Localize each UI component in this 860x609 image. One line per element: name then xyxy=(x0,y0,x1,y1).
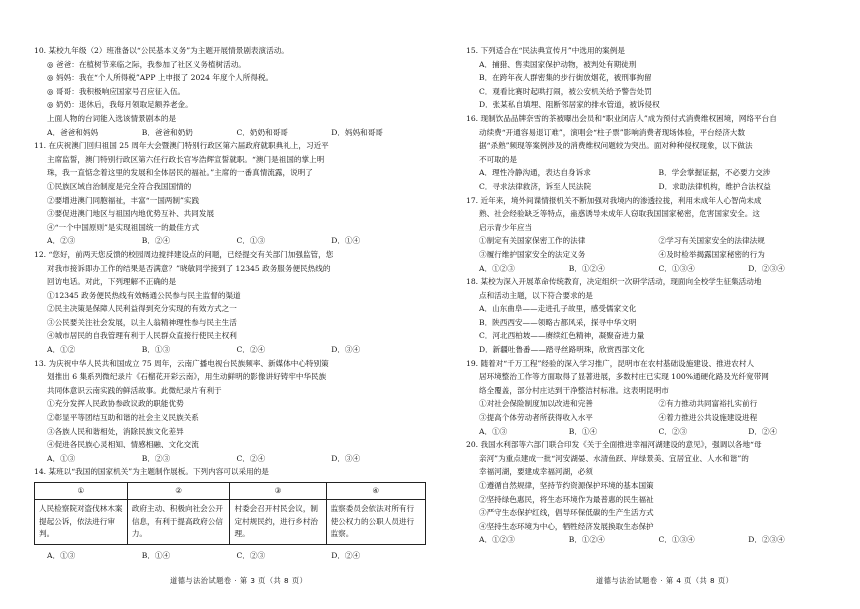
question-stem: 18. 某校为深入开展革命传统教育，决定组织一次研学活动，现面向全校学生征集活动地 xyxy=(466,277,762,287)
table-cell: 人民检察院对盗伐林木案提起公诉，依法进行审判。 xyxy=(35,500,128,545)
option-c: C．②③ xyxy=(236,550,266,560)
page-4-column xyxy=(466,44,838,547)
statement-row xyxy=(479,234,838,248)
dialogue-line: ◎ 哥哥：我积极响应国家号召应征入伍。 xyxy=(47,86,186,96)
answer-options xyxy=(466,425,838,439)
option-b: B．①②④ xyxy=(568,535,605,545)
option-d: D．张某私自填埋、阻断邻居家的排水管道，被诉侵权 xyxy=(479,100,660,110)
option-c: C．奶奶和哥哥 xyxy=(236,127,288,137)
stem-line: 共同体意识云南实践的鲜活故事。此微纪录片有利于 xyxy=(47,385,222,395)
statement-row xyxy=(479,397,838,411)
answer-options xyxy=(34,452,426,466)
question-stem: 10. 某校九年级（2）班准备以“公民基本义务”为主题开展情景剧表演活动。 xyxy=(34,46,289,55)
statement-1: ①遵循自然规律，坚持节约资源保护环境的基本国策 xyxy=(479,481,654,490)
statement-4: ④促进各民族心灵相知、情感相融、文化交流 xyxy=(47,440,199,450)
question-stem: 12. “您好，前两天您反馈的校园周边搅拌建设点的问题，已经提交有关部门加强监管，您 xyxy=(34,249,334,259)
question-stem: 15. 下列适合在“民法典宣传月”中选用的案例是 xyxy=(466,46,625,55)
table-header: ① xyxy=(35,483,128,500)
stem-line: 动续费“开通容易退订难”，演唱会“柱子票”影响消费者现场体验，平台经济大数 xyxy=(479,127,746,137)
statement-1: ①对社会保险制度加以改进和完善 xyxy=(479,399,593,409)
question-stem: 13. 为庆祝中华人民共和国成立 75 周年，云南广播电视台民族频率、新媒体中心特别策 xyxy=(34,358,329,368)
question-stem: 17. 近年来，境外间谍情报机关不断加强对我境内的渗透拉拢，利用未成年人心智尚未成 xyxy=(466,195,762,205)
statement-row xyxy=(479,248,838,262)
question-20 xyxy=(466,438,838,547)
statement-2: ②要增进澳门同胞福祉，丰富“一国两制”实践 xyxy=(47,195,200,205)
page-3-column xyxy=(34,44,426,562)
dialogue-line: ◎ 奶奶：退休后，我每月领取足额养老金。 xyxy=(47,100,193,110)
stem-line: 划推出 6 集系列微纪录片《石榴花开彩云南》，用生动鲜明的影像讲好铸牢中华民族 xyxy=(47,372,327,382)
table-header: ④ xyxy=(326,483,425,500)
option-c: C．②④ xyxy=(236,345,266,355)
option-a: A．山东曲阜——走进孔子故里，感受儒家文化 xyxy=(479,304,637,314)
option-d: D．③④ xyxy=(331,345,361,355)
option-b: B．②③ xyxy=(141,453,171,463)
option-d: D．新疆吐鲁番——踏寻丝路明珠，欣赏西部文化 xyxy=(479,345,645,355)
option-a: A．理性冷静沟通，表达自身诉求 xyxy=(479,168,591,178)
question-19 xyxy=(466,357,838,439)
option-b: B．学会掌握证据，不必要力交涉 xyxy=(658,168,771,178)
stem-line: 点和活动主题，以下符合要求的是 xyxy=(479,290,593,300)
stem-line: 居环境整治工作等方面取得了显著进展，多数村庄已实现 100%通硬化路及光纤宽带网 xyxy=(479,372,769,382)
question-prompt: 上面人物的台词能入选该情景剧本的是 xyxy=(47,113,177,123)
option-d: D．②④ xyxy=(748,426,778,436)
answer-options xyxy=(466,262,838,276)
stem-line: 据“杀熟”频现等案例涉及的消费维权问题较为突出。面对种种侵权现象，以下做法 xyxy=(479,141,753,151)
table-cell: 村委会召开村民会议，制定村规民约，进行乡村治理。 xyxy=(230,500,326,545)
option-b: B．①③ xyxy=(141,345,171,355)
option-c: C．①③ xyxy=(236,236,266,246)
dialogue-line: ◎ 爸爸：在植树节来临之际，我参加了社区义务植树活动。 xyxy=(47,59,246,69)
table-cell: 监察委员会依法对所有行使公权力的公职人员进行监察。 xyxy=(326,500,425,545)
answer-options xyxy=(34,126,426,140)
display-board-table xyxy=(34,482,426,545)
stem-line: 对我市接诉即办工作的结果是否满意？”晓敏同学接到了 12345 政务服务便民热线的 xyxy=(47,263,331,273)
option-d: D．求助法律机构，维护合法权益 xyxy=(658,181,771,191)
stem-line: 主席监誓，澳门特别行政区第六任行政长官岑浩辉宣誓就职。“澳门是祖国的掌上明 xyxy=(47,154,325,164)
statement-1: ①充分发挥人民政协参政议政的职能优势 xyxy=(47,399,184,409)
statement-4: ④“一个中国原则”是实现祖国统一的最佳方式 xyxy=(47,222,200,232)
stem-line: 启示青少年应当 xyxy=(479,222,533,232)
option-b: B．①④ xyxy=(568,426,598,436)
option-c: C．②④ xyxy=(236,453,266,463)
option-b: B．①④ xyxy=(141,550,171,560)
question-stem: 14. 某班以“我国的国家机关”为主题制作展板。下列内容可以采用的是 xyxy=(34,467,269,477)
question-10 xyxy=(34,44,426,139)
option-a: A．①②③ xyxy=(479,263,515,273)
stem-line: 亲河”为重点建成一批“河安湖晏、水清鱼跃、岸绿景美、宜居宜业、人水和谐”的 xyxy=(479,453,749,463)
statement-row xyxy=(479,411,838,425)
statement-1: ①制定有关国家保密工作的法律 xyxy=(479,236,586,246)
option-b: B．①②④ xyxy=(568,263,605,273)
stem-line: 珠，我一直惦念着这里的发展和全体居民的福祉。”主席的一番真情流露，说明了 xyxy=(47,168,313,178)
question-stem: 16. 现制饮品品牌奈雪的茶被曝出会员和“职业闭店人”成为预付式消费维权困境，网络平台自 xyxy=(466,113,777,123)
question-stem: 20. 我国水利部等六部门联合印发《关于全面推进幸福河湖建设的意见》，强调以各地“母 xyxy=(466,440,762,450)
option-c: C．②③ xyxy=(658,426,688,436)
option-c: C．①③④ xyxy=(658,535,695,545)
page-footer-3: 道德与法治试题卷 · 第 3 页（共 8 页） xyxy=(170,576,308,585)
dialogue-line: ◎ 妈妈：我在“个人所得税”APP 上申报了 2024 年度个人所得税。 xyxy=(47,73,274,83)
option-c: C．河北西柏坡——赓续红色精神，凝聚奋进力量 xyxy=(479,331,645,341)
option-d: D．③④ xyxy=(331,453,361,463)
statement-4: ④着力推进公共设施建设进程 xyxy=(658,413,758,423)
option-d: D．②③④ xyxy=(748,263,785,273)
statement-3: ③提高个体劳动者所获得收入水平 xyxy=(479,413,593,423)
answer-options xyxy=(466,533,838,547)
option-b: B．②④ xyxy=(141,236,171,246)
answer-options-row xyxy=(479,180,838,194)
question-17 xyxy=(466,194,838,276)
statement-4: ④坚持生态环境为中心，牺牲经济发展换取生态保护 xyxy=(479,521,654,531)
table-header: ③ xyxy=(230,483,326,500)
statement-3: ③严守生态保护红线，倡导环保低碳的生产生活方式 xyxy=(479,508,654,518)
answer-options xyxy=(34,343,426,357)
option-a: A．②③ xyxy=(47,236,76,246)
stem-line: 熟、社会经验缺乏等特点，蛊惑诱导未成年人窃取我国国家秘密，危害国家安全。这 xyxy=(479,209,760,219)
question-11 xyxy=(34,139,426,248)
option-a: A．①③ xyxy=(47,453,76,463)
answer-options xyxy=(34,549,426,563)
question-13 xyxy=(34,357,426,466)
option-a: A．捕猎、售卖国家保护动物，被判处有期徒刑 xyxy=(479,59,637,69)
option-a: A．①③ xyxy=(47,550,76,560)
answer-options xyxy=(34,234,426,248)
option-b: B．在跨年夜人群密集的步行街放烟花，被刑事拘留 xyxy=(479,73,652,83)
option-d: D．②③④ xyxy=(748,535,785,545)
statement-2: ②有力推动共同富裕扎实前行 xyxy=(658,399,758,409)
table-cell: 政府主动、积极向社会公开信息，有利于提高政府公信力。 xyxy=(127,500,230,545)
option-d: D．①④ xyxy=(331,236,361,246)
option-a: A．爸爸和妈妈 xyxy=(47,127,99,137)
option-a: A．①②③ xyxy=(479,535,515,545)
option-a: A．①② xyxy=(47,345,76,355)
statement-2: ②民主决策是保障人民利益得到充分实现的有效方式之一 xyxy=(47,304,237,314)
option-c: C．观看比赛时起哄打闹，被公安机关给予警告处罚 xyxy=(479,86,652,96)
question-16 xyxy=(466,112,838,194)
statement-3: ③公民要关注社会发展，以主人翁精神理性参与民主生活 xyxy=(47,317,237,327)
option-c: C．①③④ xyxy=(658,263,695,273)
statement-4: ④城市居民的自我管理有利于人民群众直接行使民主权利 xyxy=(47,331,237,341)
option-a: A．①③ xyxy=(479,426,508,436)
statement-1: ①12345 政务便民热线有效畅通公民参与民主监督的渠道 xyxy=(47,290,241,300)
statement-3: ③要促进澳门地区与祖国内地优势互补、共同发展 xyxy=(47,209,215,219)
statement-2: ②坚持绿色惠民，将生态环境作为最普惠的民生福祉 xyxy=(479,494,654,504)
statement-2: ②彰显平等团结互助和谐的社会主义民族关系 xyxy=(47,413,199,423)
stem-line: 幸福河湖，要建成幸福河湖，必须 xyxy=(479,467,593,477)
table-header: ② xyxy=(127,483,230,500)
statement-2: ②学习有关国家安全的法律法规 xyxy=(658,236,765,246)
question-12 xyxy=(34,248,426,357)
stem-line: 不可取的是 xyxy=(479,154,517,164)
question-15 xyxy=(466,44,838,112)
option-d: D．妈妈和哥哥 xyxy=(331,127,383,137)
answer-options-row xyxy=(479,166,838,180)
statement-1: ①民族区域自治制度是完全符合我国国情的 xyxy=(47,181,192,191)
question-18 xyxy=(466,275,838,357)
statement-3: ③履行维护国家安全的法定义务 xyxy=(479,249,586,259)
stem-line: 回访电话。对此，下列理解不正确的是 xyxy=(47,277,177,287)
stem-line: 络全覆盖，部分村庄达到干净整洁村标准。这表明昆明市 xyxy=(479,385,669,395)
option-b: B．爸爸和奶奶 xyxy=(141,127,193,137)
option-d: D．②④ xyxy=(331,550,361,560)
statement-3: ③各族人民和谐相处，消除民族文化差异 xyxy=(47,426,184,436)
question-stem: 19. 随着对“千万工程”经验的深入学习推广，昆明市在农村基础设施建设、推进农村人 xyxy=(466,358,755,368)
statement-4: ④及时检举揭露国家秘密的行为 xyxy=(658,249,765,259)
page-footer-4: 道德与法治试题卷 · 第 4 页（共 8 页） xyxy=(596,576,734,585)
option-b: B．陕西西安——领略古都风采，探寻中华文明 xyxy=(479,317,637,327)
option-c: C．寻求法律救济，诉至人民法院 xyxy=(479,181,592,191)
question-stem: 11. 在庆祝澳门回归祖国 25 周年大会暨澳门特别行政区第六届政府就职典礼上，习近平 xyxy=(34,141,329,151)
question-14 xyxy=(34,465,426,562)
